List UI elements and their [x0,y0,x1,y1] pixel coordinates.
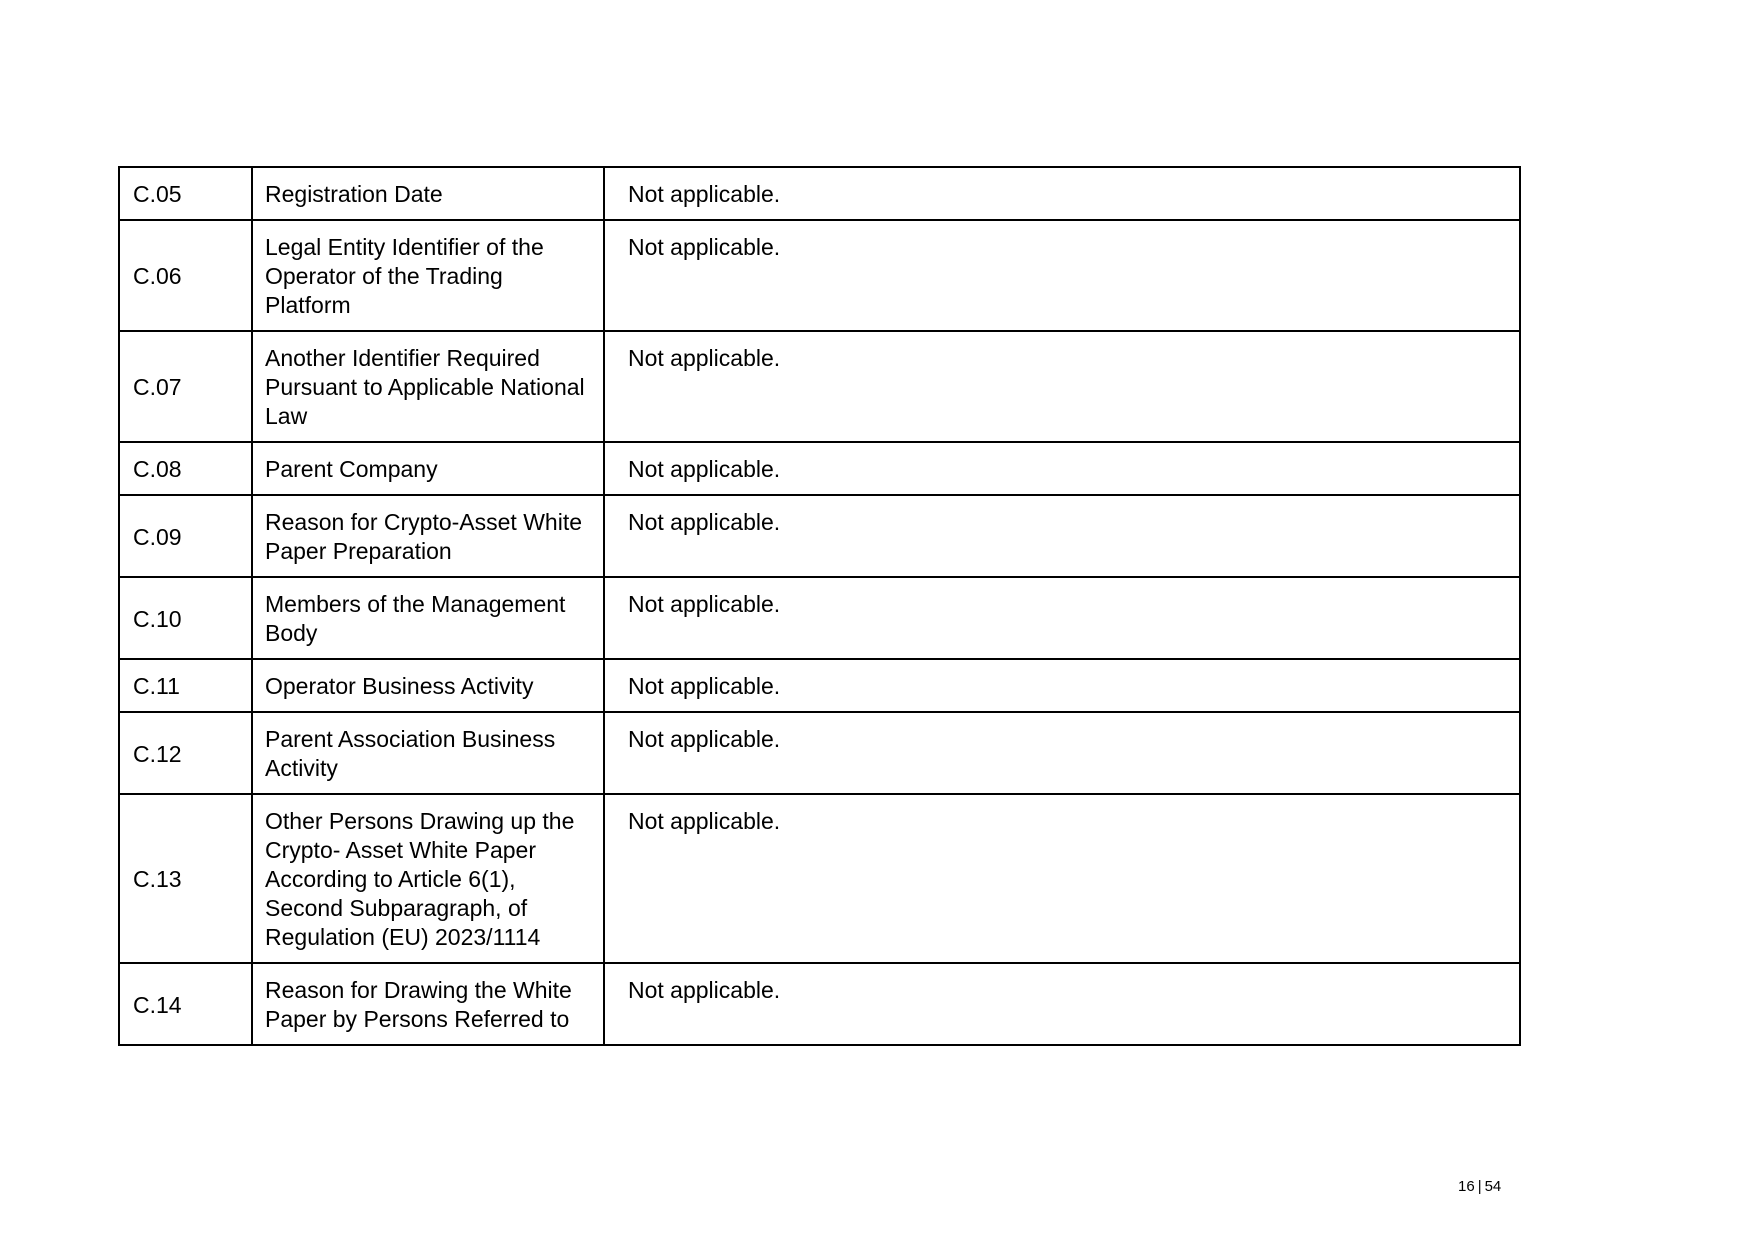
page-current: 16 [1458,1178,1475,1195]
row-code: C.07 [119,331,252,442]
row-value: Not applicable. [604,442,1520,495]
page-separator: | [1477,1178,1482,1195]
row-code: C.09 [119,495,252,577]
table-row [119,659,1520,712]
table-row [119,442,1520,495]
row-code: C.06 [119,220,252,331]
field-table [118,166,1521,1046]
page-total: 54 [1484,1178,1502,1195]
row-label: Other Persons Drawing up the Crypto- Asset White Paper According to Article 6(1), Second Subparagraph, of Regulation (EU) 2023/1114 [252,794,604,963]
row-code: C.11 [119,659,252,712]
table-row [119,712,1520,794]
row-value: Not applicable. [604,495,1520,577]
row-label: Parent Company [252,442,604,495]
table-row [119,220,1520,331]
row-value: Not applicable. [604,220,1520,331]
row-code: C.13 [119,794,252,963]
row-label: Operator Business Activity [252,659,604,712]
row-value: Not applicable. [604,331,1520,442]
row-value: Not applicable. [604,167,1520,220]
row-code: C.14 [119,963,252,1045]
row-code: C.10 [119,577,252,659]
row-label: Members of the Management Body [252,577,604,659]
row-code: C.12 [119,712,252,794]
table-row [119,167,1520,220]
row-value: Not applicable. [604,794,1520,963]
row-label: Registration Date [252,167,604,220]
row-code: C.05 [119,167,252,220]
table-row [119,495,1520,577]
row-code: C.08 [119,442,252,495]
row-value: Not applicable. [604,659,1520,712]
row-label: Another Identifier Required Pursuant to Applicable National Law [252,331,604,442]
table-row [119,794,1520,963]
row-label: Reason for Crypto-Asset White Paper Preparation [252,495,604,577]
table-row [119,331,1520,442]
row-label: Reason for Drawing the White Paper by Persons Referred to [252,963,604,1045]
table-row [119,963,1520,1045]
row-value: Not applicable. [604,577,1520,659]
row-label: Legal Entity Identifier of the Operator of the Trading Platform [252,220,604,331]
page-number [1458,1178,1501,1196]
row-value: Not applicable. [604,963,1520,1045]
row-value: Not applicable. [604,712,1520,794]
table-row [119,577,1520,659]
row-label: Parent Association Business Activity [252,712,604,794]
